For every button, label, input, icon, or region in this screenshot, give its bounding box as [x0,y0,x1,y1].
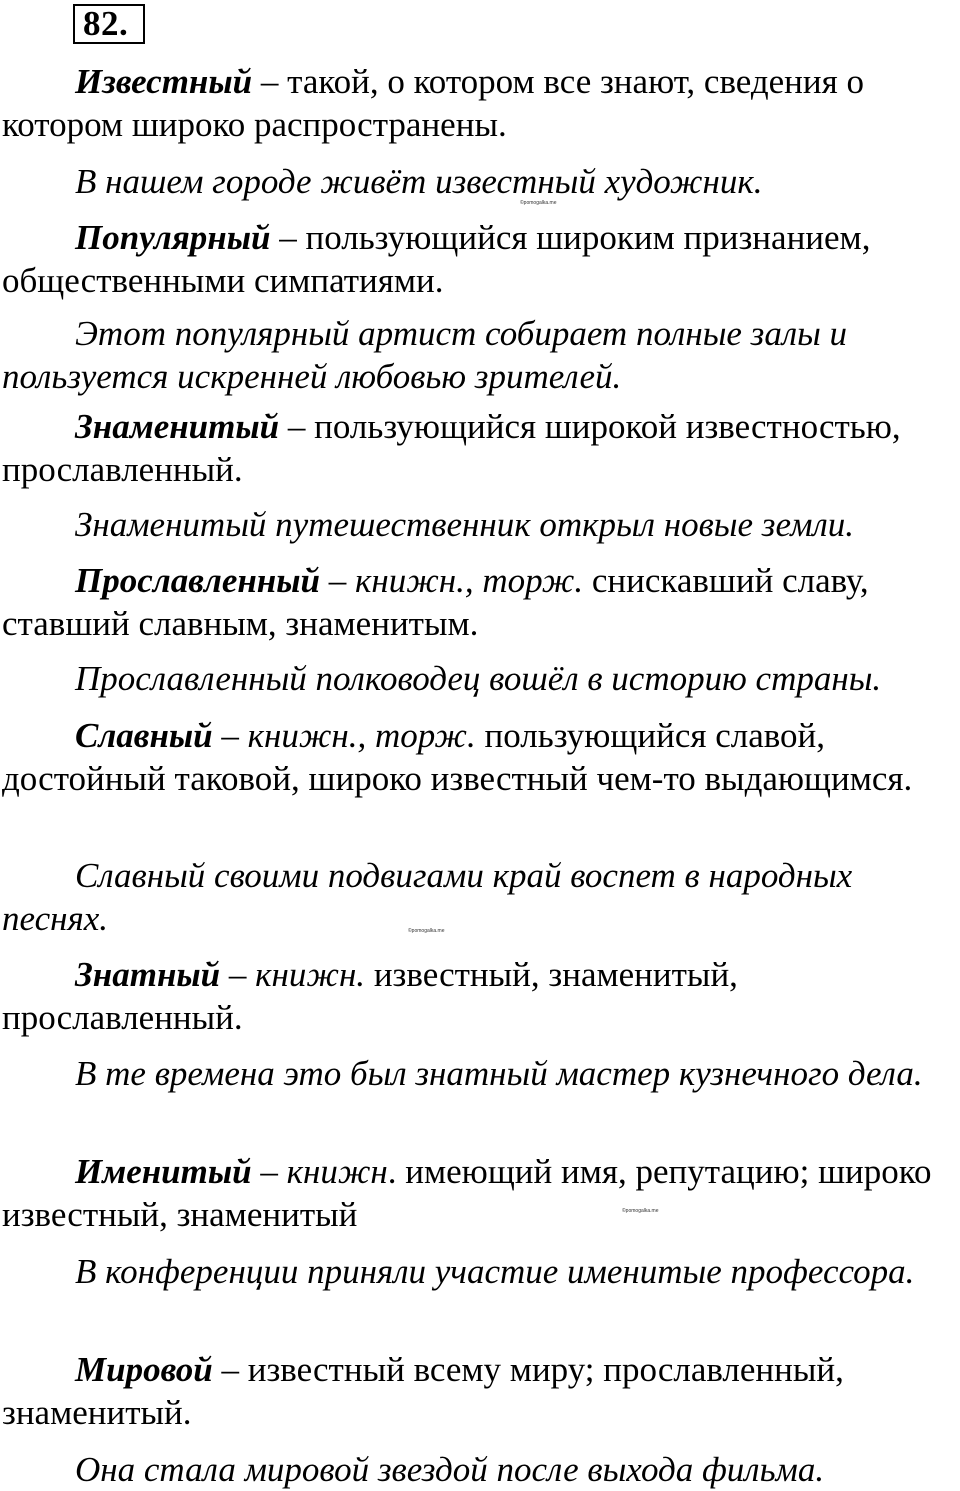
definition-paragraph [2,559,960,645]
dash: – [279,407,315,446]
term: Знатный [75,955,221,994]
definition-paragraph [2,714,960,800]
usage-note: книжн., торж. [354,561,584,600]
definition-paragraph [2,405,960,491]
example-sentence: Знаменитый путешественник открыл новые земли. [75,505,854,544]
watermark: ©pomogalka.me [520,200,557,206]
dash: – [251,1152,287,1191]
definition-paragraph [2,216,960,302]
usage-note: книжн. [255,955,366,994]
example-sentence: В те времена это был знатный мастер кузнечного дела. [75,1054,923,1093]
term: Популярный [75,218,271,257]
definition-paragraph [2,1150,960,1236]
dash: – [212,1350,248,1389]
dash: – [319,561,355,600]
definition-text: известный всему миру; прославленный, знаменитый. [2,1350,844,1432]
example-sentence: Славный своими подвигами край воспет в народных песнях. [2,856,853,938]
definition-text: такой, о котором все знают, сведения о котором широко распространены. [2,62,864,144]
definition-text: известный, знаменитый, прославленный. [2,955,738,1037]
definition-text: пользующийся широкой известностью, прославленный. [2,407,901,489]
exercise-number: 82. [73,4,145,44]
definition-paragraph [2,60,960,146]
example-sentence: Она стала мировой звездой после выхода фильма. [75,1450,825,1489]
example-sentence: Этот популярный артист собирает полные залы и пользуется искренней любовью зрителей. [2,314,848,396]
example-sentence: В конференции приняли участие именитые профессора. [75,1252,915,1291]
dash: – [270,218,306,257]
term: Известный [75,62,253,101]
watermark: ©pomogalka.me [408,928,445,934]
definition-text: пользующийся славой, достойный таковой, широко известный чем-то выдающимся. [2,716,913,798]
definition-text: пользующийся широким признанием, общественными симпатиями. [2,218,871,300]
usage-note: книжн., торж. [247,716,476,755]
definition-text: снискавший славу, ставший славным, знаменитым. [2,561,869,643]
term: Именитый [75,1152,252,1191]
example-sentence: В нашем городе живёт известный художник. [75,162,763,201]
definition-paragraph [2,1348,960,1434]
usage-note: книжн [286,1152,388,1191]
term: Мировой [75,1350,213,1389]
definition-paragraph [2,953,960,1039]
definition-text: . имеющий имя, репутацию; широко известный, знаменитый [2,1152,932,1234]
term: Прославленный [75,561,320,600]
example-sentence: Прославленный полководец вошёл в историю страны. [75,659,882,698]
dash: – [252,62,288,101]
watermark: ©pomogalka.me [622,1208,659,1214]
term: Славный [75,716,213,755]
dash: – [212,716,248,755]
dash: – [220,955,256,994]
term: Знаменитый [75,407,280,446]
